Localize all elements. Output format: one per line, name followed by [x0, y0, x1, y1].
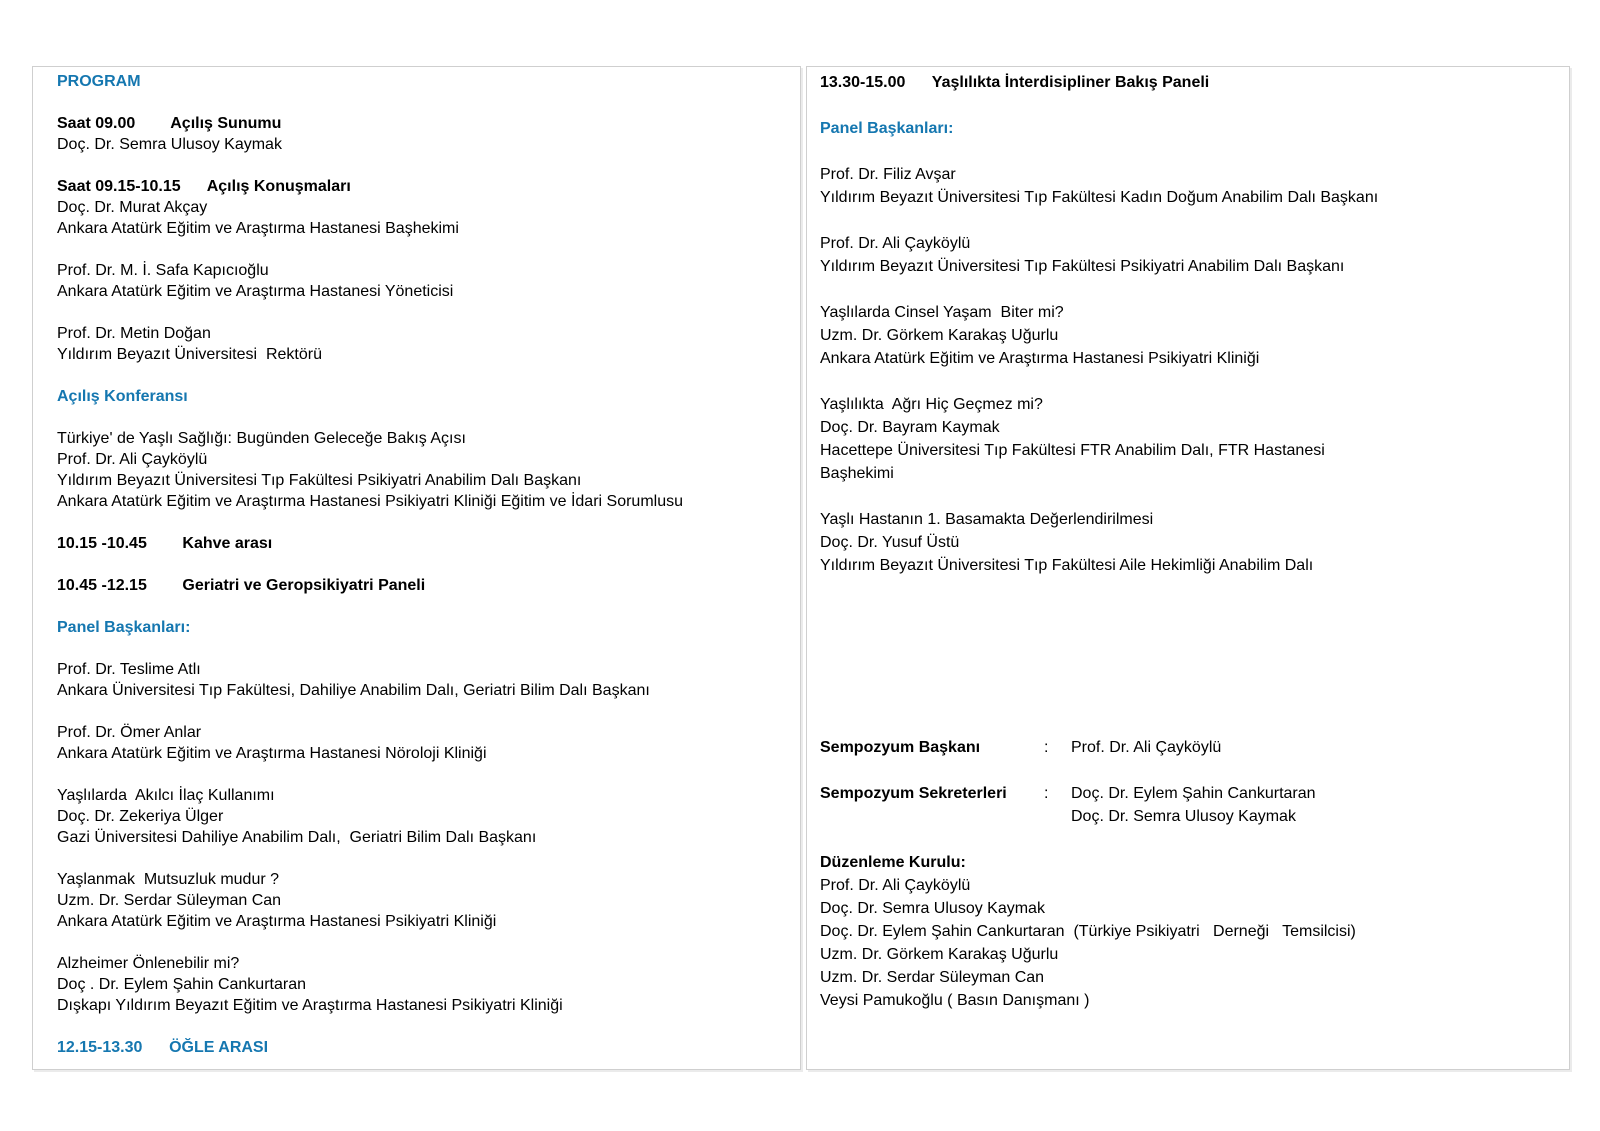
opening-conference-title [57, 386, 782, 407]
text-line: Uzm. Dr. Görkem Karakaş Uğurlu [820, 946, 1059, 963]
text-line: Ankara Atatürk Eğitim ve Araştırma Hastanesi Psikiyatri Kliniği [820, 350, 1260, 367]
text-line: Yıldırım Beyazıt Üniversitesi Tıp Fakültesi Kadın Doğum Anabilim Dalı Başkanı [820, 189, 1379, 206]
text-line: Veysi Pamukoğlu ( Basın Danışmanı ) [820, 992, 1090, 1009]
interdisciplinary-panel-heading [820, 71, 1555, 94]
text-line: Doç . Dr. Eylem Şahin Cankurtaran [57, 976, 306, 993]
chair-atli [57, 659, 782, 701]
text-line: Yıldırım Beyazıt Üniversitesi Rektörü [57, 346, 322, 363]
text-line: Saat 09.15-10.15 Açılış Konuşmaları [57, 178, 351, 195]
opening-conference-talk [57, 428, 782, 512]
text-line: Doç. Dr. Semra Ulusoy Kaymak [820, 900, 1045, 917]
text-line: 13.30-15.00 Yaşlılıkta İnterdisipliner Bakış Paneli [820, 74, 1210, 91]
symposium-president-row [820, 736, 1555, 759]
text-line: Hacettepe Üniversitesi Tıp Fakültesi FTR Anabilim Dalı, FTR Hastanesi [820, 442, 1325, 459]
text-line: 10.45 -12.15 Geriatri ve Geropsikiyatri Paneli [57, 577, 426, 594]
kv-value-line: Doç. Dr. Eylem Şahin Cankurtaran [1071, 785, 1316, 802]
speaker-kapicioglu [57, 260, 782, 302]
text-line: Prof. Dr. Metin Doğan [57, 325, 211, 342]
text-line: Yıldırım Beyazıt Üniversitesi Tıp Fakültesi Psikiyatri Anabilim Dalı Başkanı [57, 472, 582, 489]
text-line: Doç. Dr. Murat Akçay [57, 199, 208, 216]
text-line: Yaşlılarda Cinsel Yaşam Biter mi? [820, 304, 1064, 321]
left-column [32, 66, 801, 1070]
text-line: Ankara Atatürk Eğitim ve Araştırma Hastanesi Yöneticisi [57, 283, 454, 300]
text-line: Düzenleme Kurulu: [820, 854, 966, 871]
text-line: Prof. Dr. Teslime Atlı [57, 661, 201, 678]
text-line: Prof. Dr. Ali Çayköylü [820, 235, 971, 252]
program-title [57, 71, 782, 92]
geriatrics-panel-heading [57, 575, 782, 596]
text-line: Saat 09.00 Açılış Sunumu [57, 115, 282, 132]
right-column [806, 66, 1570, 1070]
text-line: Doç. Dr. Eylem Şahin Cankurtaran (Türkiye Psikiyatri Derneği Temsilcisi) [820, 923, 1356, 940]
panel-chairs-title-left [57, 617, 782, 638]
symposium-secretaries-row [820, 782, 1555, 828]
text-line: Ankara Atatürk Eğitim ve Araştırma Hastanesi Psikiyatri Kliniği [57, 913, 497, 930]
kv-label: Sempozyum Başkanı [820, 739, 981, 756]
text-line: Panel Başkanları: [57, 619, 191, 636]
text-line: Alzheimer Önlenebilir mi? [57, 955, 240, 972]
kv-colon: : [1044, 785, 1049, 802]
text-line: Uzm. Dr. Görkem Karakaş Uğurlu [820, 327, 1059, 344]
speaker-dogan [57, 323, 782, 365]
chair-anlar [57, 722, 782, 764]
text-line: Doç. Dr. Yusuf Üstü [820, 534, 960, 551]
talk-primary-care [820, 508, 1555, 577]
text-line: Panel Başkanları: [820, 120, 954, 137]
text-line: Türkiye' de Yaşlı Sağlığı: Bugünden Geleceğe Bakış Açısı [57, 430, 466, 447]
talk-pain [820, 393, 1555, 485]
lunch-break [57, 1037, 782, 1058]
text-line: Uzm. Dr. Serdar Süleyman Can [57, 892, 282, 909]
session-opening-speeches [57, 176, 782, 239]
kv-label: Sempozyum Sekreterleri [820, 785, 1007, 802]
text-line: Doç. Dr. Zekeriya Ülger [57, 808, 224, 825]
text-line: Uzm. Dr. Serdar Süleyman Can [820, 969, 1045, 986]
session-opening-presentation [57, 113, 782, 155]
kv-value-line: Doç. Dr. Semra Ulusoy Kaymak [1071, 808, 1296, 825]
text-line: Ankara Atatürk Eğitim ve Araştırma Hastanesi Başhekimi [57, 220, 459, 237]
talk-aging-unhappiness [57, 869, 782, 932]
text-line: Yaşlanmak Mutsuzluk mudur ? [57, 871, 280, 888]
program-columns [32, 66, 1570, 1070]
text-line: Prof. Dr. Ali Çayköylü [57, 451, 208, 468]
text-line: Ankara Atatürk Eğitim ve Araştırma Hastanesi Psikiyatri Kliniği Eğitim ve İdari Sorumlusu [57, 493, 684, 510]
text-line: PROGRAM [57, 73, 141, 90]
talk-sexual-life [820, 301, 1555, 370]
text-line: Açılış Konferansı [57, 388, 188, 405]
text-line: Doç. Dr. Semra Ulusoy Kaymak [57, 136, 282, 153]
empty-space [820, 600, 1555, 713]
text-line: Yıldırım Beyazıt Üniversitesi Tıp Fakültesi Aile Hekimliği Anabilim Dalı [820, 557, 1314, 574]
text-line: Başhekimi [820, 465, 894, 482]
text-line: Yaşlılarda Akılcı İlaç Kullanımı [57, 787, 275, 804]
kv-values [1071, 736, 1555, 759]
chair-caykoylu [820, 232, 1555, 278]
text-line: Prof. Dr. Filiz Avşar [820, 166, 956, 183]
text-line: Yaşlılıkta Ağrı Hiç Geçmez mi? [820, 396, 1043, 413]
text-line: Prof. Dr. Ömer Anlar [57, 724, 202, 741]
text-line: 12.15-13.30 ÖĞLE ARASI [57, 1039, 269, 1056]
text-line: Yaşlı Hastanın 1. Basamakta Değerlendirilmesi [820, 511, 1154, 528]
kv-values [1071, 782, 1555, 828]
talk-rational-drug-use [57, 785, 782, 848]
kv-colon: : [1044, 739, 1049, 756]
text-line: Prof. Dr. Ali Çayköylü [820, 877, 971, 894]
panel-chairs-title-right [820, 117, 1555, 140]
text-line: Ankara Üniversitesi Tıp Fakültesi, Dahiliye Anabilim Dalı, Geriatri Bilim Dalı Başkanı [57, 682, 650, 699]
text-line: Gazi Üniversitesi Dahiliye Anabilim Dalı, Geriatri Bilim Dalı Başkanı [57, 829, 537, 846]
organizing-committee [820, 851, 1555, 1012]
talk-alzheimer [57, 953, 782, 1016]
chair-avsar [820, 163, 1555, 209]
text-line: Yıldırım Beyazıt Üniversitesi Tıp Fakültesi Psikiyatri Anabilim Dalı Başkanı [820, 258, 1345, 275]
text-line: Ankara Atatürk Eğitim ve Araştırma Hastanesi Nöroloji Kliniği [57, 745, 487, 762]
kv-value-line: Prof. Dr. Ali Çayköylü [1071, 739, 1222, 756]
text-line: 10.15 -10.45 Kahve arası [57, 535, 273, 552]
text-line: Prof. Dr. M. İ. Safa Kapıcıoğlu [57, 262, 269, 279]
coffee-break [57, 533, 782, 554]
text-line: Dışkapı Yıldırım Beyazıt Eğitim ve Araştırma Hastanesi Psikiyatri Kliniği [57, 997, 563, 1014]
text-line: Doç. Dr. Bayram Kaymak [820, 419, 1000, 436]
